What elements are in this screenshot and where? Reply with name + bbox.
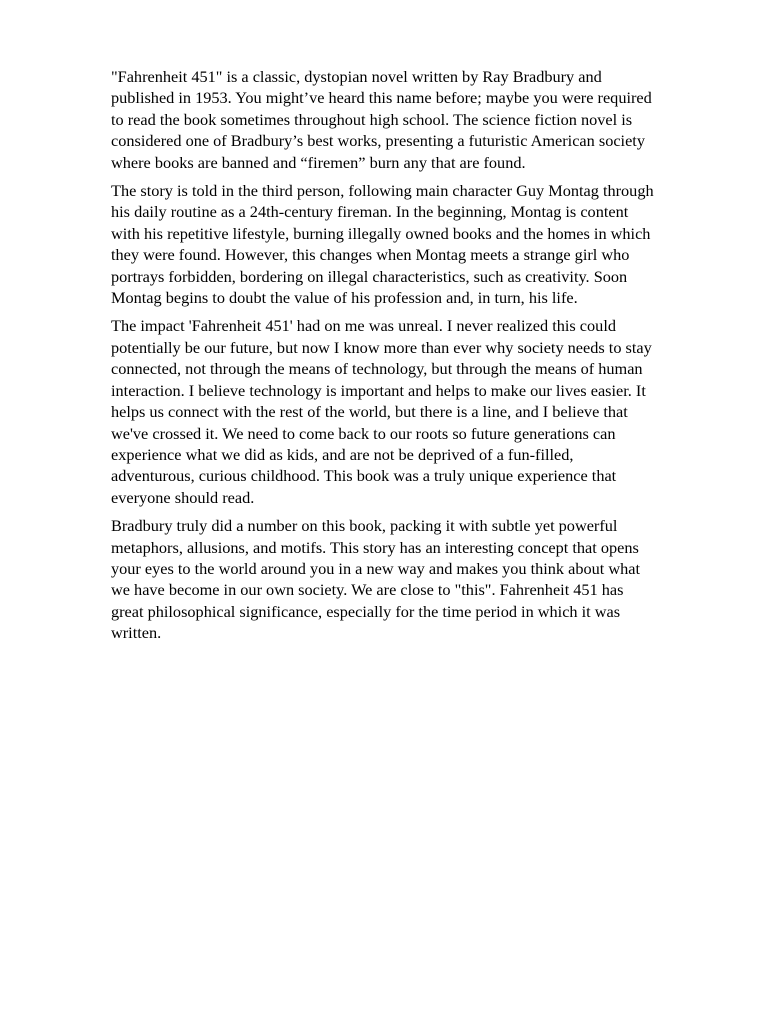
paragraph-intro: "Fahrenheit 451" is a classic, dystopian novel written by Ray Bradbury and published in 1953. You might’ve heard this name before; maybe you were required to read the book sometimes throughout high school. The science fiction novel is considered one of Bradbury’s best works, presenting a futuristic American society where books are banned and “firemen” burn any that are found. xyxy=(111,67,652,172)
paragraph-story: The story is told in the third person, following main character Guy Montag through his daily routine as a 24th-century fireman. In the beginning, Montag is content with his repetitive lifestyle, burning illegally owned books and the homes in which they were found. However, this changes when Montag meets a strange girl who portrays forbidden, bordering on illegal characteristics, such as creativity. Soon Montag begins to doubt the value of his profession and, in turn, his life. xyxy=(111,181,654,308)
paragraph-impact: The impact 'Fahrenheit 451' had on me was unreal. I never realized this could potentially be our future, but now I know more than ever why society needs to stay connected, not through the means of technology, but through the means of human interaction. I believe technology is important and helps to make our lives easier. It helps us connect with the rest of the world, but there is a line, and I believe that we've crossed it. We need to come back to our roots so future generations can experience what we did as kids, and are not be deprived of a fun-filled, adventurous, curious childhood. This book was a truly unique experience that everyone should read. xyxy=(111,316,652,507)
paragraph-conclusion: Bradbury truly did a number on this book, packing it with subtle yet powerful metaphors, allusions, and motifs. This story has an interesting concept that opens your eyes to the world around you in a new way and makes you think about what we have become in our own society. We are close to "this". Fahrenheit 451 has great philosophical significance, especially for the time period in which it was written. xyxy=(111,516,641,643)
document-body xyxy=(111,66,715,651)
